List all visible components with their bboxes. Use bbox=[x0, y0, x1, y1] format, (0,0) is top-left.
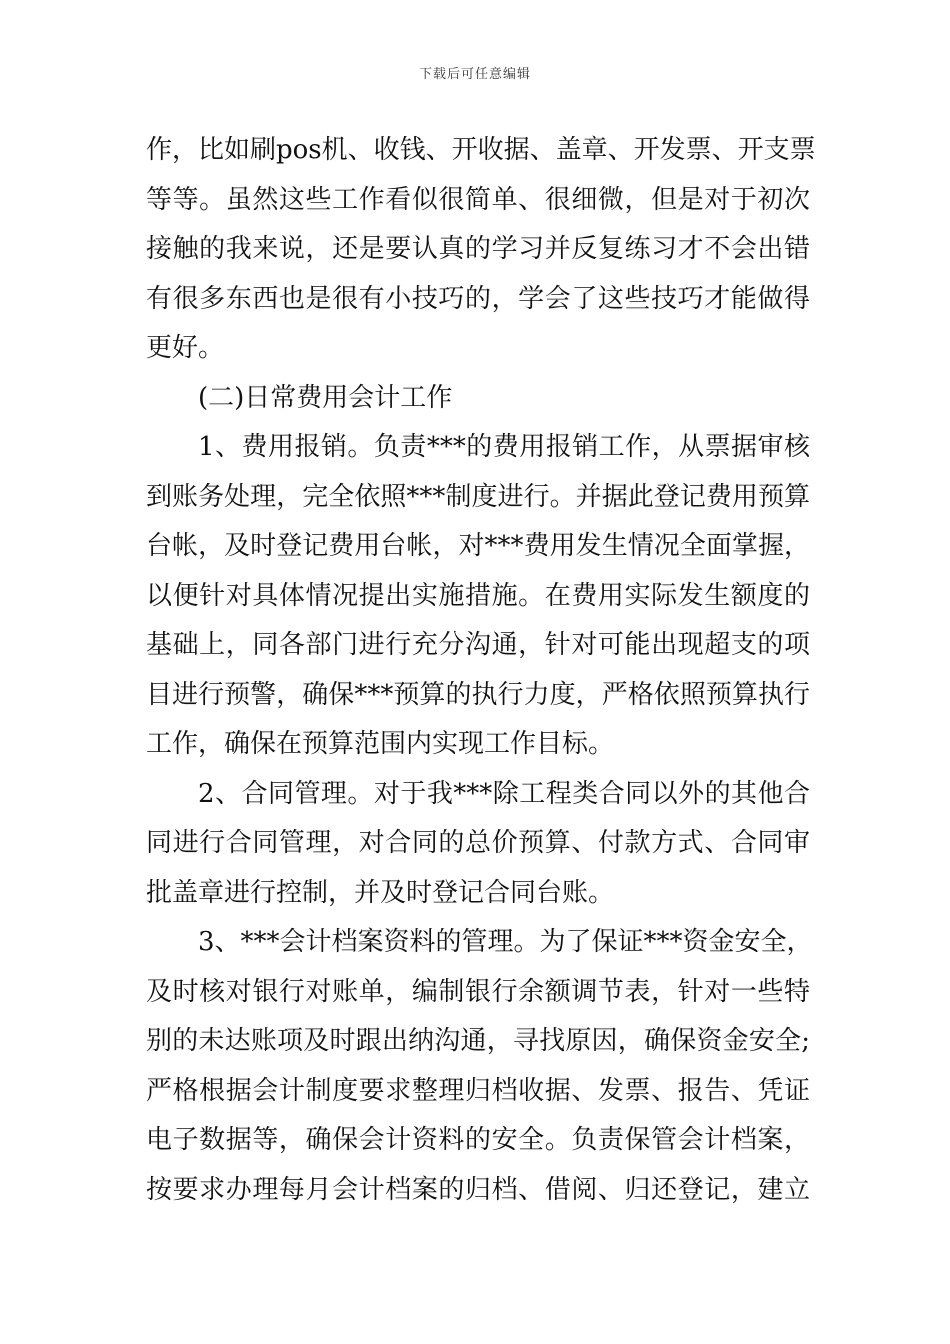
text-line: 基础上，同各部门进行充分沟通，针对可能出现超支的项 bbox=[146, 630, 810, 660]
text-line: 2、合同管理。对于我***除工程类合同以外的其他合 bbox=[198, 778, 810, 809]
text-line: 及时核对银行对账单，编制银行余额调节表，针对一些特 bbox=[146, 976, 810, 1007]
text-line: 作，比如刷pos机、收钱、开收据、盖章、开发票、开支票 bbox=[146, 135, 816, 165]
text-line: 3、***会计档案资料的管理。为了保证***资金安全， bbox=[198, 927, 813, 957]
text-line: 严格根据会计制度要求整理归档收据、发票、报告、凭证 bbox=[146, 1075, 810, 1106]
text-line: 以便针对具体情况提出实施措施。在费用实际发生额度的 bbox=[146, 580, 810, 611]
text-line: 接触的我来说，还是要认真的学习并反复练习才不会出错 bbox=[146, 234, 810, 264]
document-body bbox=[146, 126, 816, 1215]
section-heading: (二)日常费用会计工作 bbox=[198, 382, 453, 413]
text-line: 更好。 bbox=[146, 333, 225, 363]
text-line: 到账务处理，完全依照***制度进行。并据此登记费用预算 bbox=[146, 481, 810, 512]
text-line: 台帐，及时登记费用台帐，对***费用发生情况全面掌握， bbox=[146, 531, 810, 561]
text-line: 工作，确保在预算范围内实现工作目标。 bbox=[146, 729, 615, 759]
text-line: 批盖章进行控制，并及时登记合同台账。 bbox=[146, 877, 615, 908]
text-line: 1、费用报销。负责***的费用报销工作，从票据审核 bbox=[198, 432, 810, 462]
text-line: 有很多东西也是很有小技巧的，学会了这些技巧才能做得 bbox=[146, 283, 810, 314]
text-line: 同进行合同管理，对合同的总价预算、付款方式、合同审 bbox=[146, 828, 810, 858]
text-line: 别的未达账项及时跟出纳沟通，寻找原因，确保资金安全; bbox=[146, 1026, 810, 1056]
text-line: 电子数据等，确保会计资料的安全。负责保管会计档案， bbox=[146, 1125, 810, 1155]
text-line: 等等。虽然这些工作看似很简单、很细微，但是对于初次 bbox=[146, 184, 810, 215]
page-header: 下载后可任意编辑 bbox=[418, 67, 531, 82]
text-line: 目进行预警，确保***预算的执行力度，严格依照预算执行 bbox=[146, 679, 810, 710]
text-line: 按要求办理每月会计档案的归档、借阅、归还登记，建立 bbox=[146, 1174, 810, 1205]
